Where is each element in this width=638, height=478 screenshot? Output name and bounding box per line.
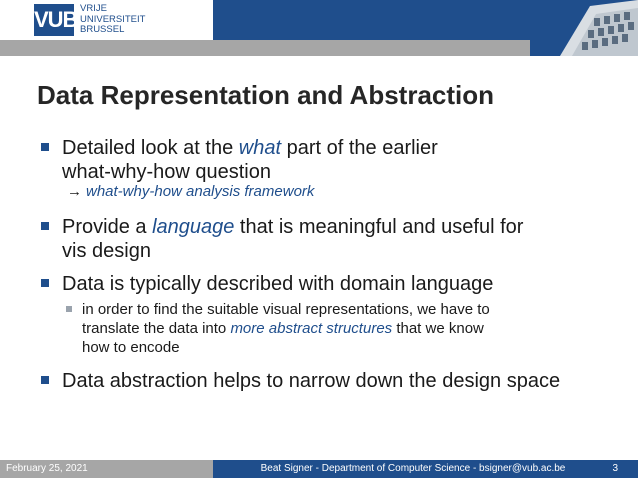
footer-blue-band [213, 460, 638, 478]
sub-bullet-square-icon [66, 306, 72, 312]
bullet-1-line-2: what-why-how question [62, 161, 271, 183]
bullet-2-pre: Provide a [62, 216, 153, 238]
bullet-1-subpoint-text: what-why-how analysis framework [86, 183, 315, 200]
bullet-2-emphasis: language [152, 216, 235, 238]
logo-line-3: BRUSSEL [80, 24, 125, 35]
vub-logo-text [80, 4, 145, 36]
building-image [530, 0, 638, 56]
bullet-2-text [62, 215, 602, 263]
logo-line-2: UNIVERSITEIT [80, 13, 146, 25]
vub-logo-mark: VUB [34, 4, 74, 36]
vub-logo [0, 0, 213, 40]
footer-author: Beat Signer - Department of Computer Science - bsigner@vub.ac.be [260, 463, 566, 474]
bullet-square-icon [41, 279, 49, 287]
bullet-1-text [62, 136, 602, 184]
logo-line-1: VRIJE [80, 3, 107, 14]
sub-line-2-post: that we know [392, 320, 484, 337]
sub-line-3: how to encode [82, 339, 180, 356]
bullet-square-icon [41, 222, 49, 230]
slide-title: Data Representation and Abstraction [37, 80, 495, 110]
bullet-3-text: Data is typically described with domain language [62, 273, 494, 295]
footer [0, 460, 638, 478]
bullet-square-icon [41, 376, 49, 384]
bullet-square-icon [41, 143, 49, 151]
bullet-4-text: Data abstraction helps to narrow down the design space [62, 370, 561, 392]
sub-line-2-emphasis: more abstract structures [230, 320, 393, 337]
bullet-3-subpoint-text [82, 300, 582, 357]
sub-line-1: in order to find the suitable visual representations, we have to [82, 301, 490, 318]
bullet-1-pre: Detailed look at the [62, 137, 239, 159]
bullet-2-post: that is meaningful and useful for [234, 216, 524, 238]
arrow-right-icon: → [67, 183, 82, 200]
footer-date: February 25, 2021 [6, 463, 88, 474]
page-number: 3 [612, 463, 618, 474]
bullet-2-line-2: vis design [62, 240, 151, 262]
bullet-1-subpoint [67, 183, 314, 200]
bullet-1-post: part of the earlier [281, 137, 438, 159]
sub-line-2-pre: translate the data into [82, 320, 231, 337]
bullet-1-emphasis: what [238, 137, 282, 159]
